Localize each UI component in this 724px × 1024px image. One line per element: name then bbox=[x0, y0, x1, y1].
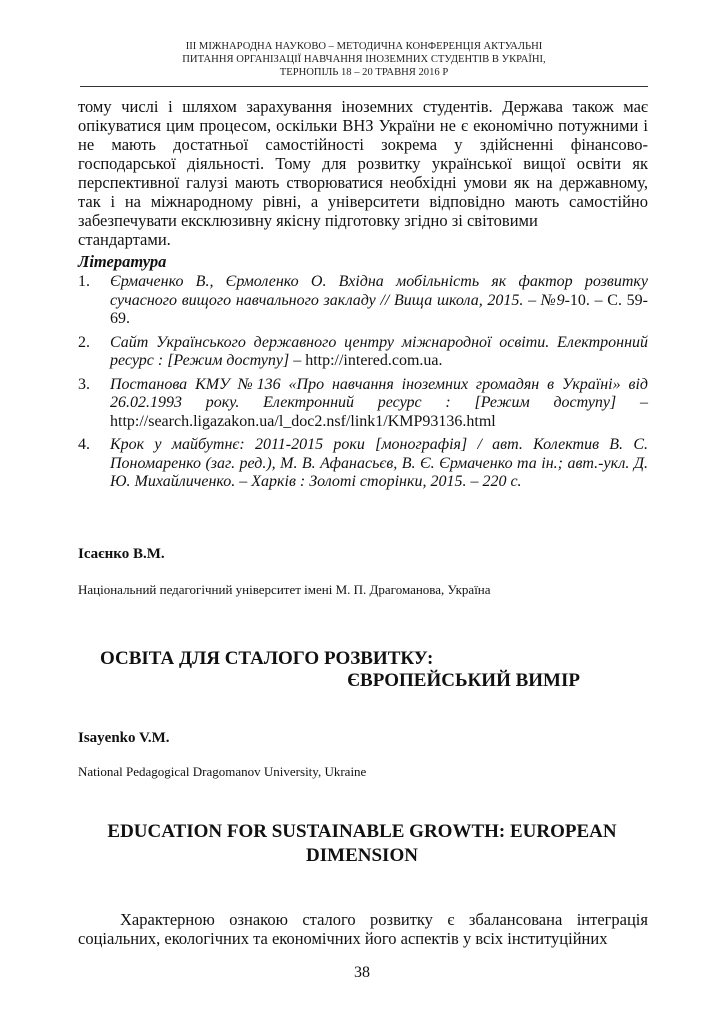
article-title-uk bbox=[100, 648, 580, 692]
literature-heading: Література bbox=[78, 252, 167, 271]
header-line-3: ТЕРНОПІЛЬ 18 – 20 ТРАВНЯ 2016 Р bbox=[279, 67, 449, 78]
title-uk-line-2: ЄВРОПЕЙСЬКИЙ ВИМІР bbox=[347, 670, 580, 691]
reference-number: 2. bbox=[78, 333, 90, 351]
reference-link[interactable]: http://search.ligazakon.ua/l_doc2.nsf/link1/KMP93136.html bbox=[110, 412, 496, 430]
reference-list bbox=[78, 273, 648, 497]
paragraph-1-last-line: стандартами. bbox=[78, 230, 171, 249]
reference-citation: Єрмаченко В., Єрмоленко О. Вхідна мобільність як фактор розвитку сучасного вищого навчального закладу // Вища школа, 2015. – №9- bbox=[110, 273, 648, 309]
header-line-2: ПИТАННЯ ОРГАНІЗАЦІЇ НАВЧАННЯ ІНОЗЕМНИХ СТУДЕНТІВ В УКРАЇНІ, bbox=[182, 54, 546, 65]
reference-link[interactable]: http://intered.com.ua. bbox=[301, 352, 443, 369]
header-divider bbox=[80, 86, 648, 87]
article-title-en: EDUCATION FOR SUSTAINABLE GROWTH: EUROPEAN DIMENSION bbox=[107, 821, 617, 866]
affiliation-uk: Національний педагогічний університет імені М. П. Драгоманова, Україна bbox=[78, 582, 491, 597]
reference-citation: Сайт Українського державного центру міжнародної освіти. Електронний ресурс : [Режим доступу] – bbox=[110, 333, 648, 369]
reference-citation: Постанова КМУ №136 «Про навчання іноземних громадян в Україні» від 26.02.1993 року. Електронний ресурс : [Режим доступу] – bbox=[110, 375, 648, 411]
body-paragraph-1 bbox=[78, 97, 648, 249]
reference-citation: Крок у майбутнє: 2011-2015 роки [монографія] / авт. Колектив В. С. Пономаренко (заг. ред.), М. В. Афанасьєв, В. Є. Єрмаченко та ін.; авт.-укл. Д. Ю. Михайличенко. – Харків : Золоті сторінки, 2015. – 220 с. bbox=[110, 436, 648, 490]
running-header bbox=[80, 40, 648, 79]
author-name-uk: Ісаєнко В.М. bbox=[78, 546, 165, 562]
reference-item bbox=[78, 376, 648, 432]
reference-pages: 10. – С. 59-69. bbox=[110, 291, 649, 327]
reference-item bbox=[78, 273, 648, 329]
reference-number: 4. bbox=[78, 436, 90, 453]
reference-number: 1. bbox=[78, 273, 90, 290]
paragraph-1-text: тому числі і шляхом зарахування іноземних студентів. Держава також має опікуватися цим процесом, оскільки ВНЗ України не є економічно потужними і не мають достатньої самостійності зокрема у здійсненні фінансово-господарської діяльності. Тому для розвитку української вищої освіти як перспективної галузі мають створюватися необхідні умови як на державному, так і на міжнародному рівні, а університети відповідно мають самостійно забезпечувати ексклюзивну якісну підготовку згідно зі світовими bbox=[78, 97, 648, 230]
reference-number: 3. bbox=[78, 375, 90, 393]
title-uk-line-1: ОСВІТА ДЛЯ СТАЛОГО РОЗВИТКУ: bbox=[100, 648, 434, 669]
author-name-en: Isayenko V.M. bbox=[78, 730, 170, 746]
body-paragraph-2: Характерною ознакою сталого розвитку є збалансована інтеграція соціальних, екологічних та економічних його аспектів у всіх інституційних bbox=[78, 910, 648, 948]
header-line-1: III МІЖНАРОДНА НАУКОВО – МЕТОДИЧНА КОНФЕРЕНЦІЯ АКТУАЛЬНІ bbox=[185, 41, 543, 52]
reference-item bbox=[78, 436, 648, 492]
page-number: 38 bbox=[354, 964, 370, 981]
reference-item bbox=[78, 334, 648, 371]
affiliation-en: National Pedagogical Dragomanov University, Ukraine bbox=[78, 764, 367, 779]
